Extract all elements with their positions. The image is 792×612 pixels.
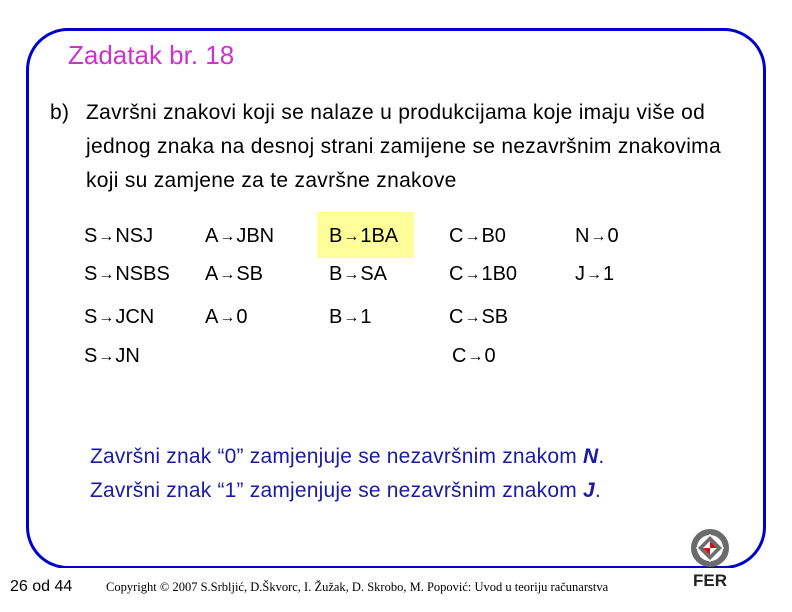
arrow-icon: → <box>98 348 115 365</box>
rule-lhs: S <box>84 225 98 247</box>
arrow-icon: → <box>586 266 602 283</box>
rule-rhs: 0 <box>484 345 496 367</box>
production-rule <box>449 224 506 250</box>
production-rule <box>329 262 387 288</box>
rule-rhs: 1 <box>360 306 372 328</box>
rule-rhs: NSJ <box>115 225 154 247</box>
production-rule <box>449 262 517 288</box>
arrow-icon: → <box>343 266 360 283</box>
production-rule <box>329 305 371 331</box>
arrow-icon: → <box>219 309 236 326</box>
arrow-icon: → <box>219 228 236 245</box>
page-number: 26 od 44 <box>10 578 73 595</box>
rule-rhs: SB <box>236 263 264 285</box>
slide-title: Zadatak br. 18 <box>68 40 235 70</box>
note-line-2 <box>90 479 601 503</box>
note-symbol: J <box>582 479 595 502</box>
rule-lhs: C <box>449 306 464 328</box>
rule-lhs: J <box>575 263 585 285</box>
rule-rhs: JN <box>115 345 140 367</box>
arrow-icon: → <box>464 309 481 326</box>
rule-rhs: SA <box>360 263 388 285</box>
note-text: Završni znak “1” zamjenjuje se nezavršnim znakom <box>90 479 583 502</box>
arrow-icon: → <box>590 228 607 245</box>
rule-lhs: S <box>84 263 98 285</box>
arrow-icon: → <box>219 266 236 283</box>
rule-lhs: S <box>84 345 98 367</box>
arrow-icon: → <box>98 266 115 283</box>
fer-logo-icon <box>686 528 734 590</box>
rule-rhs: 1 <box>603 263 615 285</box>
logo-text: FER <box>693 571 727 590</box>
rule-lhs: B <box>329 225 343 247</box>
arrow-icon: → <box>467 348 484 365</box>
note-suffix: . <box>594 479 601 502</box>
note-text: Završni znak “0” zamjenjuje se nezavršnim znakom <box>90 445 583 468</box>
production-rule <box>84 262 170 288</box>
note-symbol: N <box>582 445 599 468</box>
production-rule <box>449 305 508 331</box>
rule-lhs: A <box>205 306 219 328</box>
production-rule <box>205 305 247 331</box>
rule-rhs: B0 <box>481 225 506 247</box>
rule-lhs: B <box>329 263 343 285</box>
production-rule <box>84 305 154 331</box>
copyright-text: Copyright © 2007 S.Srbljić, D.Škvorc, I. Žužak, D. Skrobo, M. Popović: Uvod u teoriju računarstva <box>106 580 609 594</box>
rule-lhs: S <box>84 306 98 328</box>
production-rule <box>205 262 263 288</box>
bullet-label: b) <box>50 101 70 124</box>
production-rule <box>575 262 614 288</box>
arrow-icon: → <box>343 228 360 245</box>
production-rule <box>205 224 274 250</box>
rule-rhs: SB <box>481 306 509 328</box>
production-rule <box>575 224 619 250</box>
rule-rhs: JBN <box>236 225 275 247</box>
rule-lhs: A <box>205 225 219 247</box>
production-rule <box>84 344 140 370</box>
note-suffix: . <box>598 445 605 468</box>
bullet-text: Završni znakovi koji se nalaze u produkcijama koje imaju više od jednog znaka na desnoj strani zamijene se nezavršnim znakovima koji su zamjene za te završne znakove <box>86 101 721 192</box>
arrow-icon: → <box>98 228 115 245</box>
rule-lhs: N <box>575 225 590 247</box>
production-rule <box>84 224 153 250</box>
rule-rhs: NSBS <box>115 263 170 285</box>
rule-rhs: JCN <box>115 306 155 328</box>
arrow-icon: → <box>343 309 360 326</box>
arrow-icon: → <box>464 266 481 283</box>
rule-rhs: 1BA <box>360 225 399 247</box>
note-line-1 <box>90 445 604 469</box>
rule-lhs: C <box>449 225 464 247</box>
production-rule-highlighted <box>329 224 398 250</box>
rule-lhs: C <box>452 345 467 367</box>
arrow-icon: → <box>98 309 115 326</box>
rule-rhs: 0 <box>236 306 248 328</box>
arrow-icon: → <box>464 228 481 245</box>
rule-lhs: B <box>329 306 343 328</box>
rule-lhs: C <box>449 263 464 285</box>
production-rule <box>452 344 496 370</box>
rule-rhs: 0 <box>607 225 619 247</box>
rule-rhs: 1B0 <box>481 263 518 285</box>
rule-lhs: A <box>205 263 219 285</box>
